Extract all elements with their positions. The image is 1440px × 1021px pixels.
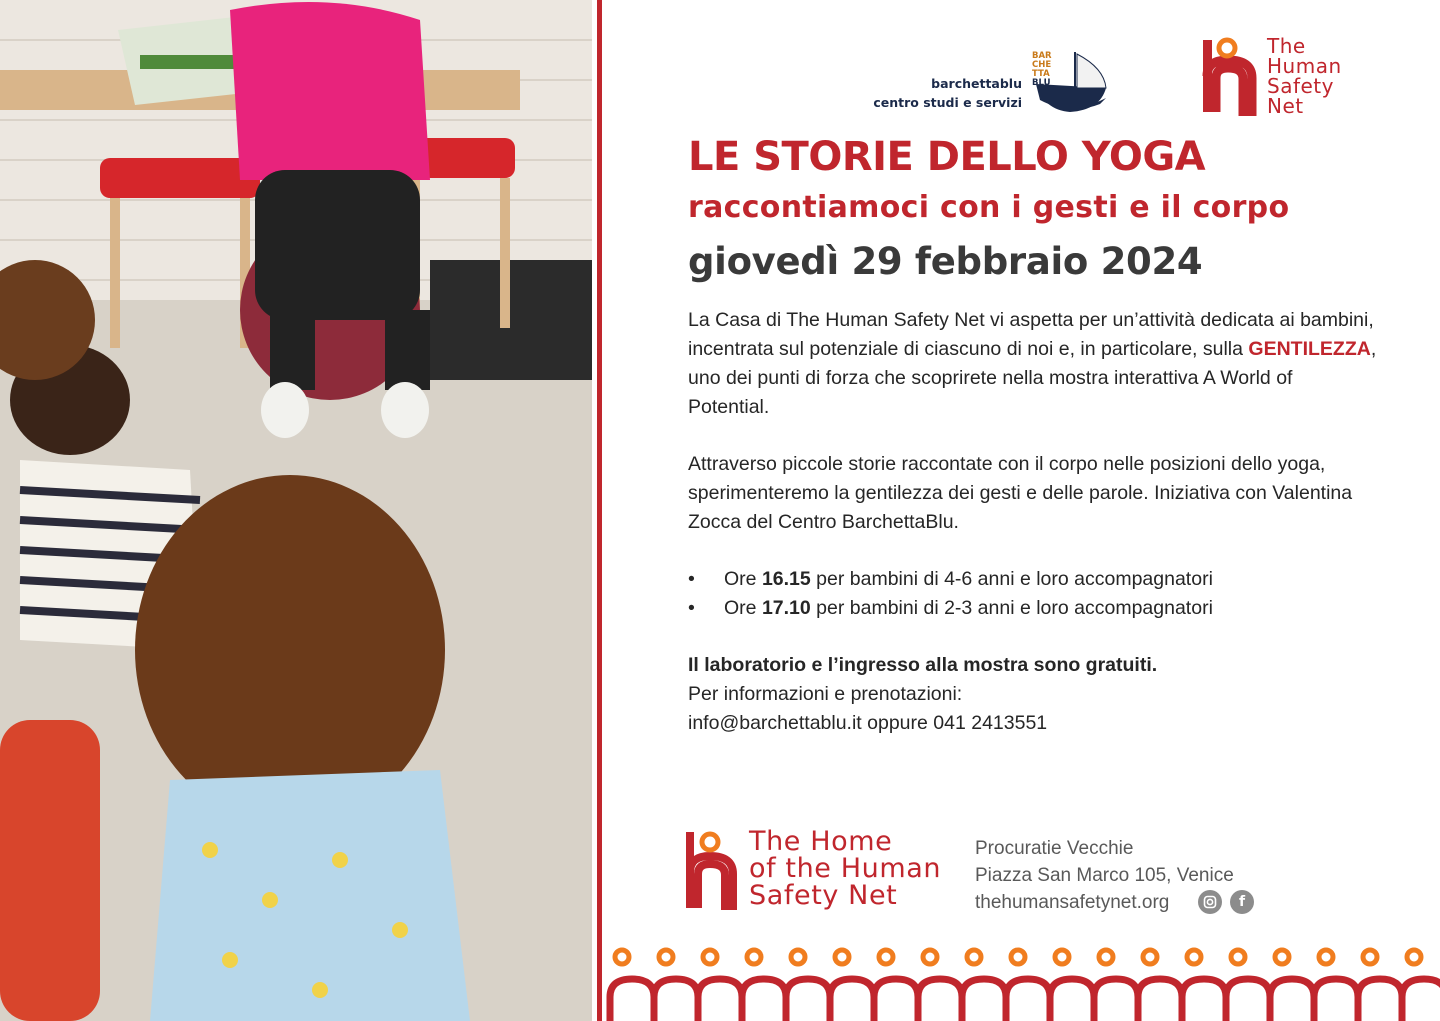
decorative-pattern (604, 943, 1440, 1021)
session-time: 17.10 (761, 597, 811, 619)
event-subtitle: raccontiamoci con i gesti e il corpo (688, 190, 1290, 225)
pattern-dot (1319, 950, 1333, 964)
pattern-dot (1055, 950, 1069, 964)
session-prefix: Ore (724, 568, 762, 590)
address-line-2: Piazza San Marco 105, Venice (975, 865, 1234, 886)
pattern-dot (835, 950, 849, 964)
vertical-divider (597, 0, 602, 1021)
svg-text:TTA: TTA (1032, 69, 1050, 79)
pattern-dot (923, 950, 937, 964)
address-line-1: Procuratie Vecchie (975, 838, 1134, 859)
hsn-header-logo (1200, 36, 1370, 120)
session-desc: per bambini di 4-6 anni e loro accompagnatori (810, 568, 1213, 590)
facebook-icon[interactable]: f (1230, 890, 1254, 914)
pattern-dot (1011, 950, 1025, 964)
event-title: LE STORIE DELLO YOGA (688, 134, 1206, 180)
hsn-word-3: Safety (1267, 74, 1334, 98)
barchettablu-name: barchettablu (931, 76, 1022, 91)
pattern-dot (615, 950, 629, 964)
pattern-dot (1143, 950, 1157, 964)
hsn-h-icon (1200, 36, 1260, 116)
svg-text:BLU: BLU (1032, 78, 1051, 88)
pattern-dot (1231, 950, 1245, 964)
intro-paragraph (688, 306, 1378, 422)
photo-illustration (0, 0, 592, 1021)
barchettablu-logo (873, 48, 1110, 118)
hsn-header-wordmark (1267, 36, 1342, 116)
session-item (688, 594, 1378, 623)
hsn-footer-wordmark (749, 828, 941, 909)
highlight-gentilezza: GENTILEZZA (1248, 338, 1371, 360)
event-date: giovedì 29 febbraio 2024 (688, 240, 1203, 283)
event-photo (0, 0, 592, 1021)
barchettablu-tagline: centro studi e servizi (873, 95, 1022, 110)
footer-wordmark-line-2: of the Human (749, 853, 942, 884)
pattern-dot (1099, 950, 1113, 964)
social-links (1198, 890, 1254, 914)
pattern-dot (1407, 950, 1421, 964)
pattern-dot (1275, 950, 1289, 964)
hsn-word-2: Human (1267, 54, 1342, 78)
contact-line[interactable]: info@barchettablu.it oppure 041 2413551 (688, 712, 1048, 734)
footer-wordmark-line-3: Safety Net (749, 880, 898, 911)
website-link[interactable]: thehumansafetynet.org (975, 892, 1170, 913)
footer-address (975, 835, 1234, 916)
pattern-arches (610, 979, 1440, 1021)
session-desc: per bambini di 2-3 anni e loro accompagnatori (810, 597, 1213, 619)
session-prefix: Ore (724, 597, 762, 619)
barchettablu-text (873, 74, 1022, 112)
pattern-dot (791, 950, 805, 964)
pattern-dot (967, 950, 981, 964)
activity-paragraph: Attraverso piccole storie raccontate con il corpo nelle posizioni dello yoga, sperimenteremo la gentilezza dei gesti e delle parole. Iniziativa con Valentina Zocca del Centro BarchettaBlu. (688, 453, 1353, 533)
pattern-dot (703, 950, 717, 964)
hsn-word-4: Net (1267, 94, 1304, 118)
hsn-footer-logo (683, 826, 963, 914)
session-item (688, 565, 1378, 594)
free-note-text: Il laboratorio e l’ingresso alla mostra sono gratuiti. (688, 654, 1158, 676)
pattern-dot (659, 950, 673, 964)
pattern-dot (1187, 950, 1201, 964)
session-time: 16.15 (761, 568, 811, 590)
pattern-dot (879, 950, 893, 964)
intro-text-2: , uno dei punti di forza che scoprirete nella mostra interattiva A World of Potential. (688, 338, 1377, 418)
boat-icon (1030, 48, 1110, 118)
info-label: Per informazioni e prenotazioni: (688, 683, 963, 705)
pattern-dot (1363, 950, 1377, 964)
event-description (688, 306, 1378, 738)
svg-text:BAR: BAR (1032, 51, 1052, 61)
free-note (688, 651, 1378, 680)
footer-wordmark-line-1: The Home (749, 826, 893, 857)
hsn-footer-h-icon (683, 830, 743, 910)
session-list (688, 565, 1378, 623)
pattern-dot (747, 950, 761, 964)
hsn-word-1: The (1267, 34, 1306, 58)
intro-text-1: La Casa di The Human Safety Net vi aspetta per un’attività dedicata ai bambini, incentrata sul potenziale di ciascuno di noi e, in particolare, sulla (688, 309, 1374, 360)
svg-text:CHE: CHE (1032, 60, 1052, 70)
instagram-icon[interactable] (1198, 890, 1222, 914)
